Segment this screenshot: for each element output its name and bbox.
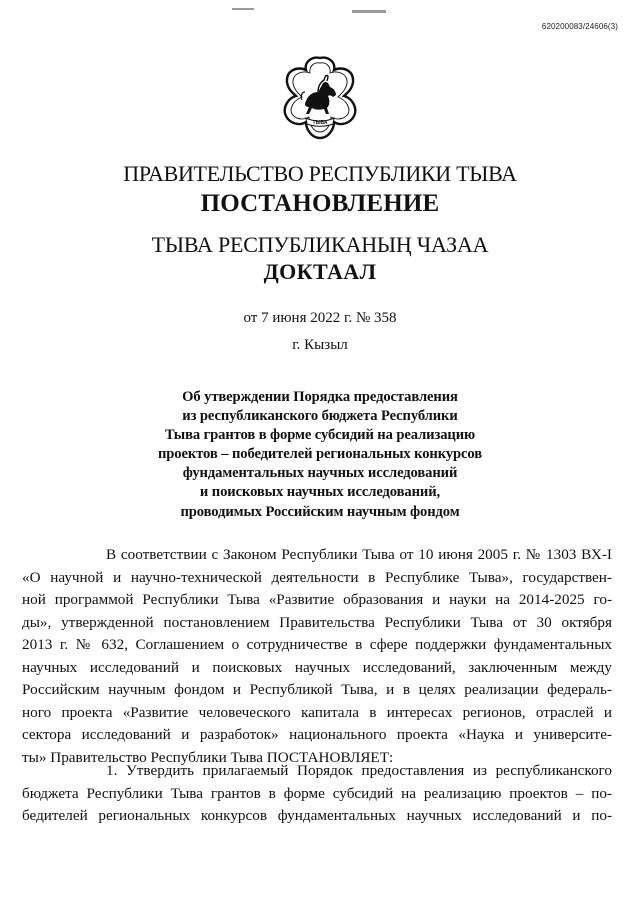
decree-title-line: Тыва грантов в форме субсидий на реализацию	[164, 427, 476, 444]
decree-title-line: Об утверждении Порядка предоставления	[182, 389, 458, 405]
preamble-line: научных исследований и поисковых научных исследований, заключенным между	[22, 658, 612, 676]
decree-city: г. Кызыл	[292, 337, 348, 353]
preamble-line: сектора исследований и разработок» национального проекта «Наука и университе-	[22, 726, 612, 743]
preamble-line: ного проекта «Развитие человеческого капитала в интересах регионов, отраслей и	[22, 703, 612, 721]
scan-artifact	[352, 10, 386, 13]
decree-title	[0, 388, 640, 522]
preamble-line: Российским научным фондом и Республикой Тыва, и в целях реализации федераль-	[22, 681, 612, 698]
preamble-line: В соответствии с Законом Республики Тыва от 10 июня 2005 г. № 1303 ВХ-I	[106, 546, 612, 563]
decree-title-line: из республиканского бюджета Республики	[182, 408, 458, 425]
government-name-ru: ПРАВИТЕЛЬСТВО РЕСПУБЛИКИ ТЫВА	[123, 161, 517, 186]
decree-date-number: от 7 июня 2022 г. № 358	[243, 310, 397, 326]
scan-artifact	[232, 8, 254, 10]
document-id: 620200083/24606(3)	[541, 22, 618, 31]
preamble-line: 2013 г. № 632, Соглашением о сотрудничестве в сфере поддержки фундаментальных	[22, 636, 612, 653]
decree-title-line: фундаментальных научных исследований	[182, 465, 458, 482]
preamble-line: ной программой Республики Тыва «Развитие образования и науки на 2014-2025 го-	[22, 591, 612, 608]
government-name-tyv: ТЫВА РЕСПУБЛИКАНЫҢ ЧАЗАА	[151, 232, 489, 257]
preamble-line: «О научной и научно-технической деятельности в Республике Тыва», государствен-	[22, 568, 612, 586]
preamble-line: ты» Правительство Республики Тыва ПОСТАНОВЛЯЕТ:	[22, 748, 394, 766]
item-1-paragraph	[22, 760, 612, 828]
decree-title-line: проектов – победителей региональных конкурсов	[157, 446, 483, 463]
item-1-line: бюджета Республики Тыва грантов в форме субсидий на реализацию проектов – по-	[22, 784, 612, 802]
coat-of-arms-of-tuva-icon	[278, 52, 362, 144]
item-1-line: бедителей региональных конкурсов фундаментальных научных исследований и по-	[22, 807, 612, 824]
emblem-inscription: ТЫВА	[312, 120, 328, 126]
decree-title-line: и поисковых научных исследований,	[199, 484, 441, 501]
decree-title-line: проводимых Российским научным фондом	[180, 503, 460, 520]
decree-heading-tyv: ДОКТААЛ	[263, 259, 377, 284]
item-1-line: 1. Утвердить прилагаемый Порядок предоставления из республиканского	[106, 762, 612, 779]
preamble-line: ды», утвержденной постановлением Правительства Республики Тыва от 30 октября	[22, 613, 612, 631]
decree-heading-ru: ПОСТАНОВЛЕНИЕ	[200, 190, 440, 217]
preamble-paragraph	[22, 544, 612, 769]
